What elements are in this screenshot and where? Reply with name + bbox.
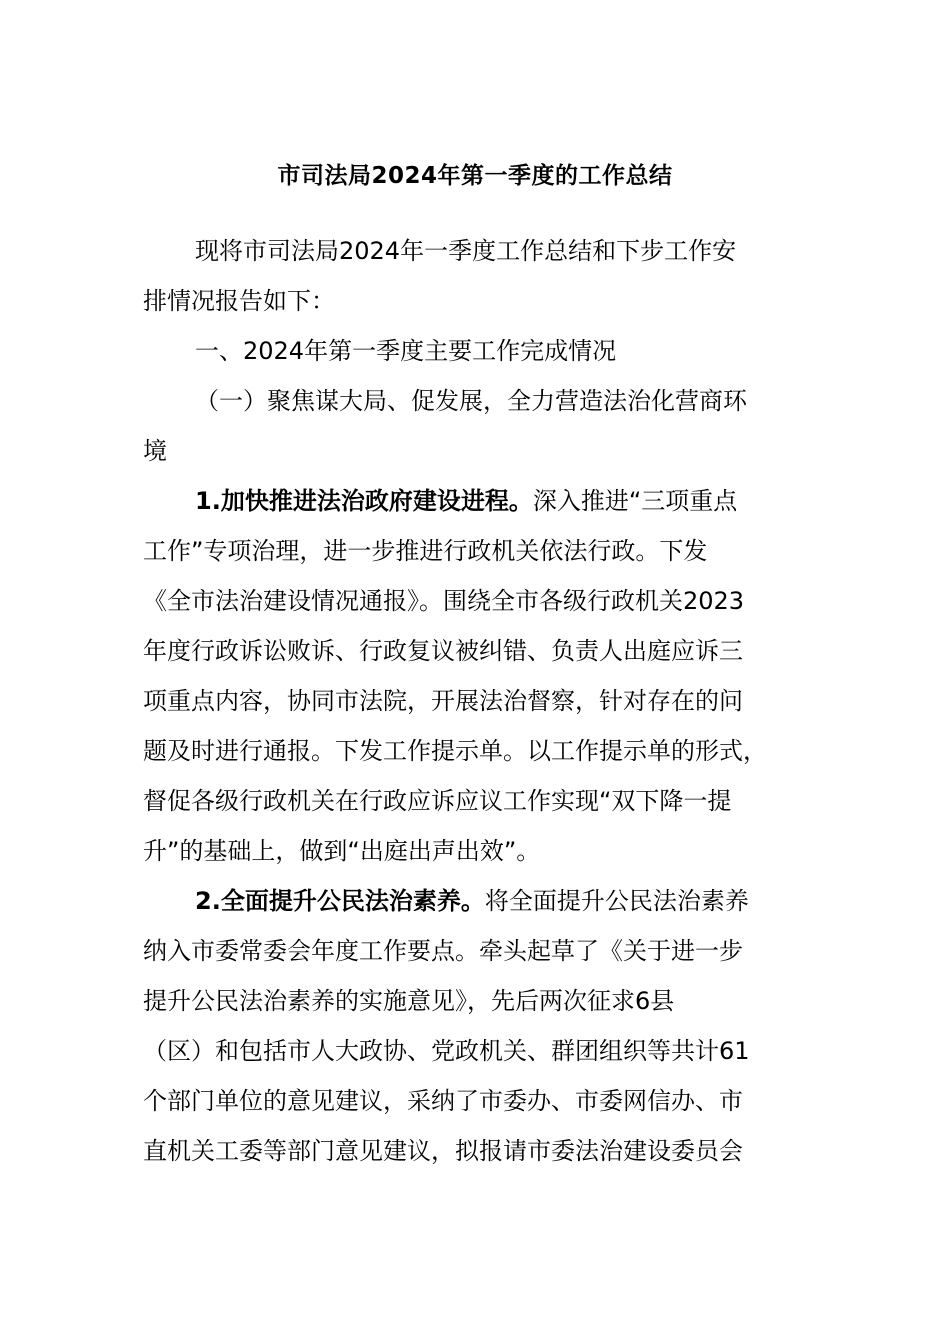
- subsection-heading: [195, 384, 747, 418]
- section-heading: [195, 334, 616, 368]
- item-heading: 2.全面提升公民法治素养。: [195, 887, 485, 915]
- line-text: 年度行政诉讼败诉、行政复议被纠错、负责人出庭应诉三: [143, 637, 743, 665]
- paragraph-line: [143, 784, 731, 818]
- line-text: 项重点内容，协同市法院，开展法治督察，针对存在的问: [143, 687, 743, 715]
- item-heading: 1.加快推进法治政府建设进程。: [195, 487, 533, 515]
- line-text: 工作”专项治理，进一步推进行政机关依法行政。下发: [143, 537, 708, 565]
- line-text: 督促各级行政机关在行政应诉应议工作实现“双下降一提: [143, 787, 732, 815]
- line-text: （区）和包括市人大政协、党政机关、群团组织等共计61: [143, 1037, 750, 1065]
- subsection-heading: [143, 434, 167, 468]
- paragraph-line: [143, 534, 707, 568]
- line-text: 个部门单位的意见建议，采纳了市委办、市委网信办、市: [143, 1087, 743, 1115]
- line-text: 《全市法治建设情况通报》。围绕全市各级行政机关2023: [143, 587, 745, 615]
- paragraph-line: [143, 734, 767, 768]
- line-text: 境: [143, 437, 167, 465]
- line-text: （一）聚焦谋大局、促发展，全力营造法治化营商环: [195, 387, 747, 415]
- paragraph-line: [143, 1084, 743, 1118]
- paragraph-line: [143, 584, 744, 618]
- paragraph-line: [143, 1034, 750, 1068]
- line-text: 一、2024年第一季度主要工作完成情况: [195, 337, 617, 365]
- paragraph-line: [195, 484, 737, 518]
- paragraph-line: [143, 934, 743, 968]
- line-text: 升”的基础上，做到“出庭出声出效”。: [143, 837, 541, 865]
- line-text: 纳入市委常委会年度工作要点。牵头起草了《关于进一步: [143, 937, 743, 965]
- paragraph-line: [195, 234, 736, 268]
- paragraph-line: [143, 834, 540, 868]
- paragraph-line: [143, 684, 743, 718]
- paragraph-line: [143, 284, 335, 318]
- line-text: 将全面提升公民法治素养: [484, 887, 749, 915]
- paragraph-line: [143, 634, 743, 668]
- line-text: 题及时进行通报。下发工作提示单。以工作提示单的形式，: [143, 737, 767, 765]
- paragraph-line: [143, 984, 674, 1018]
- paragraph-line: [143, 1134, 743, 1168]
- line-text: 排情况报告如下：: [143, 287, 335, 315]
- line-text: 直机关工委等部门意见建议，拟报请市委法治建设委员会: [143, 1137, 743, 1165]
- line-text: 现将市司法局2024年一季度工作总结和下步工作安: [195, 237, 737, 265]
- line-text: 深入推进“三项重点: [532, 487, 738, 515]
- document-title: 市司法局2024年第一季度的工作总结: [277, 163, 673, 189]
- line-text: 提升公民法治素养的实施意见》，先后两次征求6县: [143, 987, 675, 1015]
- paragraph-line: [195, 884, 749, 918]
